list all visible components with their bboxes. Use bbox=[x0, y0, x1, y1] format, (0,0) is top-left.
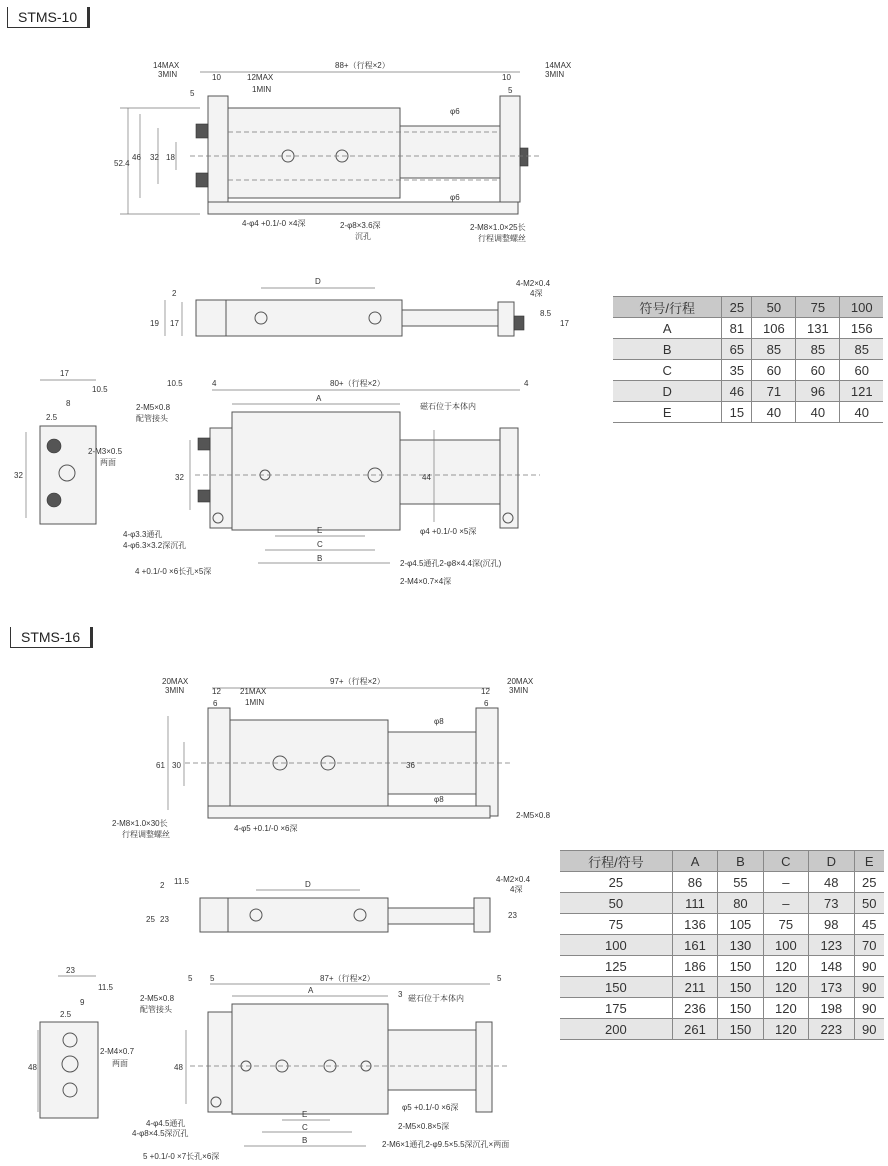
stms10-dim-10-left: 10 bbox=[212, 73, 221, 82]
stms16-side-dim-2: 2 bbox=[160, 881, 165, 890]
stms10-top-stopper-upper bbox=[196, 124, 208, 138]
stms10-end-note-m3-1: 2-M3×0.5 bbox=[88, 447, 123, 456]
table-cell: 150 bbox=[718, 977, 763, 998]
table-cell: 85 bbox=[840, 339, 883, 360]
stms10-bottom-rod-area bbox=[400, 440, 500, 504]
stms16-top-view bbox=[112, 676, 551, 839]
stms16-bottom-body bbox=[232, 1004, 388, 1114]
table-cell: – bbox=[763, 872, 808, 893]
stms10-dim-32: 32 bbox=[150, 153, 159, 162]
table-cell: 60 bbox=[796, 360, 840, 381]
table-header-cell: 25 bbox=[722, 297, 752, 318]
table-row bbox=[560, 977, 884, 998]
table-cell: 71 bbox=[752, 381, 796, 402]
table-cell: C bbox=[613, 360, 722, 381]
table-cell: 65 bbox=[722, 339, 752, 360]
stms16-dim-phi8-top: φ8 bbox=[434, 717, 444, 726]
stms16-side-dim-23-right: 23 bbox=[508, 911, 517, 920]
table-cell: 25 bbox=[560, 872, 672, 893]
table-cell: 60 bbox=[752, 360, 796, 381]
stms10-end-dim-32: 32 bbox=[14, 471, 23, 480]
stms16-bottom-left-plate bbox=[208, 1012, 232, 1112]
stms16-end-block bbox=[40, 1022, 98, 1118]
stms10-bottom-dim-4-right: 4 bbox=[524, 379, 529, 388]
table-cell: 81 bbox=[722, 318, 752, 339]
stms10-top-body bbox=[228, 108, 400, 198]
stms10-dim-5-right: 5 bbox=[508, 86, 513, 95]
stms16-dim-61: 61 bbox=[156, 761, 165, 770]
stms16-note-screw-1: 2-M8×1.0×30长 bbox=[112, 819, 168, 828]
stms10-dim-18: 18 bbox=[166, 153, 175, 162]
stms10-dim-right-max: 14MAX bbox=[545, 61, 572, 70]
stms10-bottom-note-phi4: φ4 +0.1/-0 ×5深 bbox=[420, 527, 477, 536]
stms16-bottom-note-port-2: 配管接头 bbox=[140, 1005, 172, 1014]
stms10-bottom-note-port-1: 2-M5×0.8 bbox=[136, 403, 171, 412]
table-cell: 46 bbox=[722, 381, 752, 402]
stms10-end-dim-8: 8 bbox=[66, 399, 71, 408]
table-cell: 198 bbox=[809, 998, 854, 1019]
table-cell: 90 bbox=[854, 998, 884, 1019]
stms16-bottom-dim-c: C bbox=[302, 1123, 308, 1132]
stms16-end-dim-48: 48 bbox=[28, 1063, 37, 1072]
stms10-top-left-plate bbox=[208, 96, 228, 202]
stms10-side-body bbox=[226, 300, 402, 336]
table-cell: 120 bbox=[763, 977, 808, 998]
stms16-dim-12-left: 12 bbox=[212, 687, 221, 696]
stms10-side-dim-2: 2 bbox=[172, 289, 177, 298]
stms10-end-plug-upper bbox=[47, 439, 61, 453]
stms16-end-dim-2-5: 2.5 bbox=[60, 1010, 72, 1019]
stms10-side-dim-19: 19 bbox=[150, 319, 159, 328]
stms16-top-base bbox=[208, 806, 490, 818]
table-cell: 48 bbox=[809, 872, 854, 893]
stms10-bottom-note-slot: 4 +0.1/-0 ×6长孔×5深 bbox=[135, 567, 212, 576]
stms10-side-dim-d: D bbox=[315, 277, 321, 286]
table-cell: 45 bbox=[854, 914, 884, 935]
table-cell: D bbox=[613, 381, 722, 402]
stms16-side-body bbox=[228, 898, 388, 932]
stms10-side-dim-8-5: 8.5 bbox=[540, 309, 552, 318]
stms10-bottom-dim-44: 44 bbox=[422, 473, 431, 482]
table-row bbox=[560, 956, 884, 977]
table-cell: 125 bbox=[560, 956, 672, 977]
stms16-bottom-rod-area bbox=[388, 1030, 476, 1090]
stms10-bottom-note-cbore: 2-φ4.5通孔2-φ8×4.4深(沉孔) bbox=[400, 559, 502, 568]
stms16-dim-right-max: 20MAX bbox=[507, 677, 534, 686]
stms10-bottom-dim-c: C bbox=[317, 540, 323, 549]
table-header-cell: 100 bbox=[840, 297, 883, 318]
stms16-dim-left-max: 20MAX bbox=[162, 677, 189, 686]
table-header-cell: 50 bbox=[752, 297, 796, 318]
table-cell: 60 bbox=[840, 360, 883, 381]
stms10-top-view bbox=[114, 60, 572, 243]
table-cell: 236 bbox=[672, 998, 717, 1019]
table-cell: 136 bbox=[672, 914, 717, 935]
stms10-dimension-table bbox=[613, 296, 883, 423]
stms16-side-dim-25: 25 bbox=[146, 915, 155, 924]
table-cell: 223 bbox=[809, 1019, 854, 1040]
stms16-bottom-view bbox=[132, 973, 510, 1161]
stms16-end-dim-9: 9 bbox=[80, 998, 85, 1007]
stms16-bottom-dim-5-b: 5 bbox=[210, 974, 215, 983]
stms16-side-rod bbox=[388, 908, 474, 924]
model-label-stms10: STMS-10 bbox=[7, 7, 87, 28]
table-cell: A bbox=[613, 318, 722, 339]
stms10-bottom-dim-e: E bbox=[317, 526, 323, 535]
stms16-bottom-dim-e: E bbox=[302, 1110, 308, 1119]
stms10-dim-12max: 12MAX bbox=[247, 73, 274, 82]
table-cell: 50 bbox=[854, 893, 884, 914]
stms16-bottom-note-phi5: φ5 +0.1/-0 ×6深 bbox=[402, 1103, 459, 1112]
table-header-cell: A bbox=[672, 851, 717, 872]
table-cell: 120 bbox=[763, 998, 808, 1019]
stms10-bottom-note-m4: 2-M4×0.7×4深 bbox=[400, 577, 452, 586]
table-cell: 73 bbox=[809, 893, 854, 914]
table-row bbox=[613, 339, 883, 360]
stms10-top-rod-area bbox=[400, 126, 500, 178]
table-cell: 70 bbox=[854, 935, 884, 956]
stms10-end-plug-lower bbox=[47, 493, 61, 507]
stms10-note-cbore-2: 沉孔 bbox=[355, 232, 371, 241]
stms16-end-note-m4-1: 2-M4×0.7 bbox=[100, 1047, 135, 1056]
stms10-bottom-dim-4-left: 4 bbox=[212, 379, 217, 388]
table-cell: 120 bbox=[763, 956, 808, 977]
stms16-dim-overall: 97+（行程×2） bbox=[330, 677, 385, 686]
stms16-bottom-note-slot: 5 +0.1/-0 ×7长孔×6深 bbox=[143, 1152, 220, 1161]
stms10-bottom-left-plate bbox=[210, 428, 232, 528]
stms16-side-dim-d: D bbox=[305, 880, 311, 889]
stms10-bottom-dim-a: A bbox=[316, 394, 322, 403]
stms10-bottom-note-port-2: 配管接头 bbox=[136, 414, 168, 423]
table-cell: 131 bbox=[796, 318, 840, 339]
table-row bbox=[613, 402, 883, 423]
stms10-dim-phi6-bottom: φ6 bbox=[450, 193, 460, 202]
stms16-bottom-dim-a: A bbox=[308, 986, 314, 995]
stms16-side-note-m2-2: 4深 bbox=[510, 885, 523, 894]
stms16-bottom-note-port-1: 2-M5×0.8 bbox=[140, 994, 175, 1003]
table-cell: 86 bbox=[672, 872, 717, 893]
table-cell: 130 bbox=[718, 935, 763, 956]
table-cell: 173 bbox=[809, 977, 854, 998]
stms10-dim-overall: 88+（行程×2） bbox=[335, 61, 390, 70]
stms10-bottom-dim-32: 32 bbox=[175, 473, 184, 482]
table-cell: 161 bbox=[672, 935, 717, 956]
stms16-side-dim-11-5: 11.5 bbox=[174, 877, 189, 886]
table-cell: 40 bbox=[840, 402, 883, 423]
stms16-dim-36: 36 bbox=[406, 761, 415, 770]
stms10-bottom-note-thru-1: 4-φ3.3通孔 bbox=[123, 530, 163, 539]
table-row bbox=[560, 893, 884, 914]
table-cell: 111 bbox=[672, 893, 717, 914]
stms16-top-left-plate bbox=[208, 708, 230, 816]
stms16-dim-12-right: 12 bbox=[481, 687, 490, 696]
stms16-dim-1min: 1MIN bbox=[245, 698, 265, 707]
table-cell: 75 bbox=[763, 914, 808, 935]
table-cell: 175 bbox=[560, 998, 672, 1019]
stms16-side-view bbox=[146, 875, 531, 932]
stms16-dim-left-min: 3MIN bbox=[165, 686, 185, 695]
stms16-dim-phi8-bottom: φ8 bbox=[434, 795, 444, 804]
stms10-bottom-port-lower bbox=[198, 490, 210, 502]
stms10-side-view bbox=[150, 277, 569, 336]
stms10-bottom-note-magnet: 磁石位于本体内 bbox=[420, 402, 476, 411]
stms10-top-adjust-screw bbox=[520, 148, 528, 166]
table-cell: 85 bbox=[752, 339, 796, 360]
stms10-bottom-note-thru-2: 4-φ6.3×3.2深沉孔 bbox=[123, 541, 187, 550]
stms16-end-note-m4-2: 两面 bbox=[112, 1059, 128, 1068]
stms16-dim-right-min: 3MIN bbox=[509, 686, 529, 695]
table-cell: 100 bbox=[763, 935, 808, 956]
stms10-bottom-body bbox=[232, 412, 400, 530]
stms10-side-right-plate bbox=[498, 302, 514, 336]
stms10-side-note-m2-2: 4深 bbox=[530, 289, 543, 298]
table-cell: 90 bbox=[854, 956, 884, 977]
table-cell: 261 bbox=[672, 1019, 717, 1040]
stms10-dim-10-right: 10 bbox=[502, 73, 511, 82]
table-cell: 100 bbox=[560, 935, 672, 956]
stms16-bottom-note-thru-1: 4-φ4.5通孔 bbox=[146, 1119, 186, 1128]
stms10-end-view bbox=[14, 369, 123, 524]
stms16-end-dim-23: 23 bbox=[66, 966, 75, 975]
stms10-end-block bbox=[40, 426, 96, 524]
table-cell: 96 bbox=[796, 381, 840, 402]
table-cell: 40 bbox=[796, 402, 840, 423]
stms10-dim-right-min: 3MIN bbox=[545, 70, 565, 79]
stms16-side-right-plate bbox=[474, 898, 490, 932]
stms16-dim-30: 30 bbox=[172, 761, 181, 770]
table-header-row bbox=[560, 851, 884, 872]
stms10-dim-52-4: 52.4 bbox=[114, 159, 130, 168]
table-header-cell: 行程/符号 bbox=[560, 851, 672, 872]
table-cell: 90 bbox=[854, 1019, 884, 1040]
stms16-bottom-dim-5-a: 5 bbox=[188, 974, 193, 983]
table-header-cell: 符号/行程 bbox=[613, 297, 722, 318]
stms16-side-note-m2-1: 4-M2×0.4 bbox=[496, 875, 531, 884]
stms10-side-end-block bbox=[196, 300, 226, 336]
stms10-bottom-dim-b: B bbox=[317, 554, 323, 563]
table-header-cell: D bbox=[809, 851, 854, 872]
stms10-dim-1min: 1MIN bbox=[252, 85, 272, 94]
table-header-cell: E bbox=[854, 851, 884, 872]
stms16-bottom-note-m5: 2-M5×0.8×5深 bbox=[398, 1122, 450, 1131]
table-row bbox=[613, 318, 883, 339]
table-cell: 156 bbox=[840, 318, 883, 339]
stms10-note-screw-1: 2-M8×1.0×25长 bbox=[470, 223, 526, 232]
stms10-note-cbore-1: 2-φ8×3.6深 bbox=[340, 221, 381, 230]
stms16-dimension-table bbox=[560, 850, 884, 1040]
stms16-bottom-dim-3: 3 bbox=[398, 990, 403, 999]
table-row bbox=[560, 935, 884, 956]
table-cell: 121 bbox=[840, 381, 883, 402]
table-cell: 40 bbox=[752, 402, 796, 423]
stms16-dim-21max: 21MAX bbox=[240, 687, 267, 696]
stms10-note-screw-2: 行程调整螺丝 bbox=[478, 234, 526, 243]
table-cell: 148 bbox=[809, 956, 854, 977]
table-cell: – bbox=[763, 893, 808, 914]
table-cell: 123 bbox=[809, 935, 854, 956]
stms16-bottom-dim-5-right: 5 bbox=[497, 974, 502, 983]
stms10-top-stopper-lower bbox=[196, 173, 208, 187]
table-cell: 15 bbox=[722, 402, 752, 423]
stms16-end-view bbox=[28, 966, 135, 1118]
stms10-note-holes: 4-φ4 +0.1/-0 ×4深 bbox=[242, 219, 306, 228]
table-row bbox=[560, 1019, 884, 1040]
stms10-end-dim-17: 17 bbox=[60, 369, 69, 378]
table-cell: E bbox=[613, 402, 722, 423]
table-cell: B bbox=[613, 339, 722, 360]
table-cell: 98 bbox=[809, 914, 854, 935]
table-cell: 50 bbox=[560, 893, 672, 914]
stms16-end-dim-11-5: 11.5 bbox=[98, 983, 113, 992]
stms16-note-holes: 4-φ5 +0.1/-0 ×6深 bbox=[234, 824, 298, 833]
stms16-top-right-plate bbox=[476, 708, 498, 816]
stms16-bottom-dim-48: 48 bbox=[174, 1063, 183, 1072]
stms10-top-right-plate bbox=[500, 96, 520, 202]
stms10-end-note-m3-2: 两面 bbox=[100, 458, 116, 467]
table-cell: 90 bbox=[854, 977, 884, 998]
table-cell: 55 bbox=[718, 872, 763, 893]
table-cell: 75 bbox=[560, 914, 672, 935]
stms16-bottom-dim-overall: 87+（行程×2） bbox=[320, 974, 375, 983]
table-cell: 80 bbox=[718, 893, 763, 914]
table-cell: 150 bbox=[718, 1019, 763, 1040]
table-cell: 150 bbox=[560, 977, 672, 998]
stms10-bottom-dim-overall: 80+（行程×2） bbox=[330, 379, 385, 388]
stms10-side-rod bbox=[402, 310, 498, 326]
stms10-bottom-view bbox=[123, 378, 540, 586]
stms10-dim-5-left: 5 bbox=[190, 89, 195, 98]
stms16-bottom-note-m6: 2-M6×1通孔2-φ9.5×5.5深沉孔×两面 bbox=[382, 1140, 510, 1149]
table-cell: 106 bbox=[752, 318, 796, 339]
model-label-stms16: STMS-16 bbox=[10, 627, 90, 648]
table-header-cell: 75 bbox=[796, 297, 840, 318]
table-cell: 25 bbox=[854, 872, 884, 893]
stms10-top-base bbox=[208, 202, 518, 214]
stms16-dim-6-left: 6 bbox=[213, 699, 218, 708]
table-row bbox=[560, 872, 884, 893]
stms10-dim-phi6-top: φ6 bbox=[450, 107, 460, 116]
stms16-side-dim-23-left: 23 bbox=[160, 915, 169, 924]
stms10-dim-left-min: 3MIN bbox=[158, 70, 178, 79]
table-row bbox=[560, 998, 884, 1019]
table-cell: 105 bbox=[718, 914, 763, 935]
table-cell: 85 bbox=[796, 339, 840, 360]
table-header-row bbox=[613, 297, 883, 318]
stms10-dim-46: 46 bbox=[132, 153, 141, 162]
table-cell: 150 bbox=[718, 956, 763, 977]
stms16-side-end-block bbox=[200, 898, 228, 932]
stms16-bottom-note-magnet: 磁石位于本体内 bbox=[408, 994, 464, 1003]
table-cell: 186 bbox=[672, 956, 717, 977]
table-cell: 211 bbox=[672, 977, 717, 998]
stms10-bottom-port-upper bbox=[198, 438, 210, 450]
table-cell: 120 bbox=[763, 1019, 808, 1040]
stms16-note-m5: 2-M5×0.8 bbox=[516, 811, 551, 820]
table-cell: 150 bbox=[718, 998, 763, 1019]
table-cell: 200 bbox=[560, 1019, 672, 1040]
table-header-cell: B bbox=[718, 851, 763, 872]
stms10-bottom-dim-10-5: 10.5 bbox=[167, 379, 183, 388]
stms10-side-dim-17: 17 bbox=[170, 319, 179, 328]
stms16-bottom-right-plate bbox=[476, 1022, 492, 1112]
stms16-bottom-dim-b: B bbox=[302, 1136, 308, 1145]
stms10-side-dim-17-right: 17 bbox=[560, 319, 569, 328]
table-row bbox=[560, 914, 884, 935]
stms10-end-dim-10-5: 10.5 bbox=[92, 385, 108, 394]
stms10-side-note-m2-1: 4-M2×0.4 bbox=[516, 279, 551, 288]
stms16-note-screw-2: 行程调整螺丝 bbox=[122, 830, 170, 839]
stms16-dim-6-right: 6 bbox=[484, 699, 489, 708]
stms10-dim-left-max: 14MAX bbox=[153, 61, 180, 70]
stms10-side-screw bbox=[514, 316, 524, 330]
stms10-end-dim-2-5: 2.5 bbox=[46, 413, 58, 422]
table-header-cell: C bbox=[763, 851, 808, 872]
table-cell: 35 bbox=[722, 360, 752, 381]
table-row bbox=[613, 381, 883, 402]
stms16-bottom-note-thru-2: 4-φ8×4.5深沉孔 bbox=[132, 1129, 189, 1138]
table-row bbox=[613, 360, 883, 381]
